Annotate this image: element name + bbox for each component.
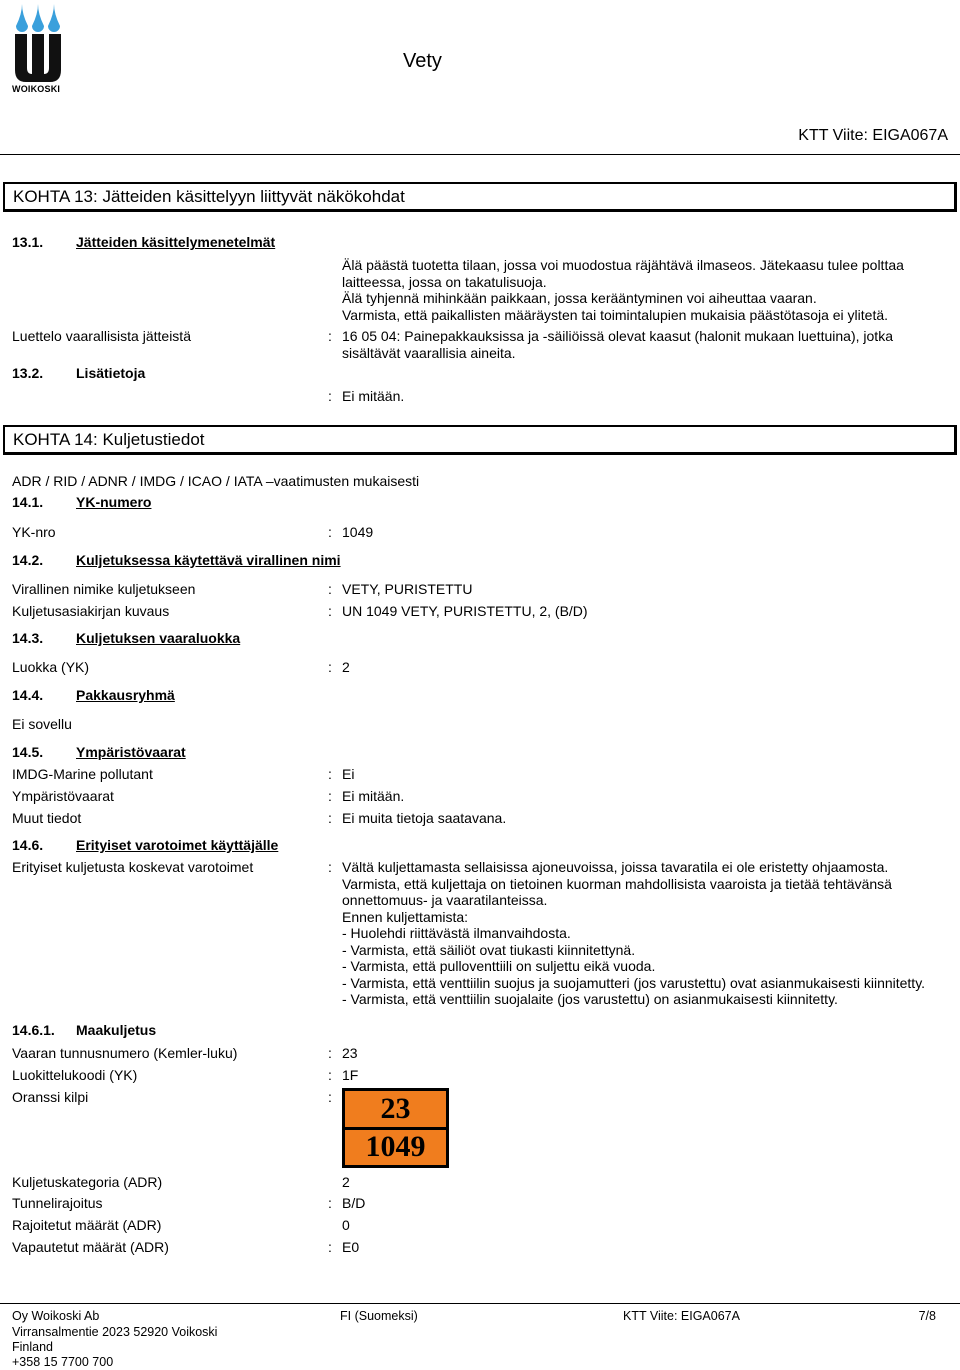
shipping-name-value: VETY, PURISTETTU xyxy=(342,581,473,597)
shipping-name-label: Virallinen nimike kuljetukseen xyxy=(12,581,196,597)
class-label: Luokka (YK) xyxy=(12,659,90,675)
subsection-number: 14.6.1. xyxy=(12,1022,55,1038)
subsection-title: Ympäristövaarat xyxy=(76,744,186,760)
subsection-number: 13.2. xyxy=(12,365,44,381)
section-14-heading: KOHTA 14: Kuljetustiedot xyxy=(3,425,957,455)
subsection-13-2 xyxy=(12,365,145,381)
text-line: sisältävät vaarallisia aineita. xyxy=(342,344,516,361)
text-line: Ennen kuljettamista: xyxy=(342,908,469,925)
text-line: 16 05 04: Painepakkauksissa ja -säiliöissä olevat kaasut (halonit mukaan luettuina), jotka xyxy=(342,328,893,344)
excepted-quantities-label: Vapautetut määrät (ADR) xyxy=(12,1239,169,1255)
subsection-number: 14.1. xyxy=(12,494,44,510)
subsection-13-1 xyxy=(12,234,275,250)
environmental-value: Ei mitään. xyxy=(342,788,405,804)
subsection-14-1 xyxy=(12,494,151,510)
subsection-14-2 xyxy=(12,552,341,568)
classification-code-label: Luokittelukoodi (YK) xyxy=(12,1067,138,1083)
footer-divider xyxy=(0,1303,960,1304)
text-line: Älä päästä tuotetta tilaan, jossa voi muodostua räjähtävä ilmaseos. Jätekaasu tulee polttaa xyxy=(342,257,904,273)
subsection-title: Kuljetuksessa käytettävä virallinen nimi xyxy=(76,552,341,568)
colon: : xyxy=(328,1045,332,1061)
subsection-title: Erityiset varotoimet käyttäjälle xyxy=(76,837,279,853)
text-line: onnettomuus- ja vaaratilanteissa. xyxy=(342,892,548,908)
imdg-label: IMDG-Marine pollutant xyxy=(12,766,153,782)
colon: : xyxy=(328,328,332,344)
subsection-title: Pakkausryhmä xyxy=(76,687,175,703)
woikoski-logo xyxy=(12,4,64,96)
additional-info-value: Ei mitään. xyxy=(342,388,405,404)
page-number: 7/8 xyxy=(918,1309,936,1323)
subsection-number: 14.2. xyxy=(12,552,44,568)
un-number-label: YK-nro xyxy=(12,524,56,540)
other-info-label: Muut tiedot xyxy=(12,810,82,826)
other-info-value: Ei muita tietoja saatavana. xyxy=(342,810,507,826)
colon: : xyxy=(328,659,332,675)
subsection-14-4 xyxy=(12,687,175,703)
text-line: - Varmista, että säiliöt ovat tiukasti kiinnitettynä. xyxy=(342,941,636,958)
header-reference: KTT Viite: EIGA067A xyxy=(798,127,948,144)
text-line: Vältä kuljettamasta sellaisissa ajoneuvoissa, joissa tavaratila ei ole eristetty ohjaamosta. xyxy=(342,859,889,875)
colon: : xyxy=(328,810,332,826)
precautions-text xyxy=(342,859,925,1008)
un-number-value: 1049 xyxy=(342,524,374,540)
transport-category-label: Kuljetuskategoria (ADR) xyxy=(12,1174,163,1190)
colon: : xyxy=(328,1089,332,1105)
colon: : xyxy=(328,788,332,804)
colon: : xyxy=(328,766,332,782)
subsection-number: 14.5. xyxy=(12,744,44,760)
subsection-14-6 xyxy=(12,837,278,853)
orange-plate-label: Oranssi kilpi xyxy=(12,1089,89,1105)
footer-company: Oy Woikoski Ab xyxy=(12,1309,100,1323)
logo-text: WOIKOSKI xyxy=(12,84,61,94)
subsection-number: 14.4. xyxy=(12,687,44,703)
hazard-number: 23 xyxy=(380,1092,411,1125)
environmental-label: Ympäristövaarat xyxy=(12,788,114,804)
footer-address: Virransalmentie 2023 52920 Voikoski xyxy=(12,1325,218,1339)
document-description-value: UN 1049 VETY, PURISTETTU, 2, (B/D) xyxy=(342,603,588,619)
text-line: Varmista, että paikallisten määräysten tai toimintalupien mukaisia päästötasoja ei ylitetä. xyxy=(342,306,889,323)
class-value: 2 xyxy=(342,659,350,675)
colon: : xyxy=(328,1239,332,1255)
imdg-value: Ei xyxy=(342,766,355,782)
subsection-title: Jätteiden käsittelymenetelmät xyxy=(76,234,276,250)
subsection-title: Kuljetuksen vaaraluokka xyxy=(76,630,241,646)
subsection-title: YK-numero xyxy=(76,494,152,510)
subsection-number: 13.1. xyxy=(12,234,44,250)
footer-country: Finland xyxy=(12,1340,53,1354)
tunnel-restriction-value: B/D xyxy=(342,1195,366,1211)
colon: : xyxy=(328,859,332,875)
colon: : xyxy=(328,603,332,619)
waste-list-label: Luettelo vaarallisista jätteistä xyxy=(12,328,191,344)
orange-hazard-plate xyxy=(342,1088,449,1168)
subsection-14-3 xyxy=(12,630,240,646)
text-line: - Varmista, että pulloventtiili on suljettu eikä vuoda. xyxy=(342,958,656,974)
subsection-title: Maakuljetus xyxy=(76,1022,157,1038)
text-line: Älä tyhjennä mihinkään paikkaan, jossa kerääntyminen voi aiheuttaa vaaran. xyxy=(342,290,817,306)
precautions-label: Erityiset kuljetusta koskevat varotoimet xyxy=(12,859,254,875)
regulations-text: ADR / RID / ADNR / IMDG / ICAO / IATA –vaatimusten mukaisesti xyxy=(12,473,420,489)
text-line: - Varmista, että venttiilin suojus ja suojamutteri (jos varustettu) ovat asianmukaisesti kiinnitetty. xyxy=(342,974,926,991)
subsection-number: 14.6. xyxy=(12,837,44,853)
colon: : xyxy=(328,388,332,404)
packing-group-value: Ei sovellu xyxy=(12,716,72,732)
limited-quantities-label: Rajoitetut määrät (ADR) xyxy=(12,1217,162,1233)
subsection-14-5 xyxy=(12,744,186,760)
colon: : xyxy=(328,1067,332,1083)
colon: : xyxy=(328,581,332,597)
un-number: 1049 xyxy=(365,1130,426,1163)
subsection-number: 14.3. xyxy=(12,630,44,646)
text-line: laitteessa, jossa on takatulisuoja. xyxy=(342,273,547,290)
text-line: - Varmista, että venttiilin suojalaite (jos varustettu) on asianmukaisesti kiinnitetty. xyxy=(342,991,838,1007)
text-line: Varmista, että kuljettaja on tietoinen kuorman mahdollisista vaaroista ja tietää tehtävänsä xyxy=(342,875,892,892)
kemler-value: 23 xyxy=(342,1045,358,1061)
limited-quantities-value: 0 xyxy=(342,1217,350,1233)
colon: : xyxy=(328,524,332,540)
transport-category-value: 2 xyxy=(342,1174,350,1190)
classification-code-value: 1F xyxy=(342,1067,359,1083)
document-title: Vety xyxy=(403,50,442,72)
footer-phone: +358 15 7700 700 xyxy=(12,1355,114,1369)
subsection-title: Lisätietoja xyxy=(76,365,146,381)
footer-language: FI (Suomeksi) xyxy=(340,1309,418,1323)
footer-reference: KTT Viite: EIGA067A xyxy=(623,1309,740,1323)
disposal-methods-text xyxy=(342,257,904,323)
excepted-quantities-value: E0 xyxy=(342,1239,360,1255)
header-divider xyxy=(0,154,960,155)
waste-list-value xyxy=(342,328,893,361)
kemler-label: Vaaran tunnusnumero (Kemler-luku) xyxy=(12,1045,238,1061)
tunnel-restriction-label: Tunnelirajoitus xyxy=(12,1195,103,1211)
section-13-heading: KOHTA 13: Jätteiden käsittelyyn liittyvät näkökohdat xyxy=(3,182,957,212)
colon: : xyxy=(328,1195,332,1211)
document-description-label: Kuljetusasiakirjan kuvaus xyxy=(12,603,170,619)
text-line: - Huolehdi riittävästä ilmanvaihdosta. xyxy=(342,925,571,941)
subsection-14-6-1 xyxy=(12,1022,156,1038)
